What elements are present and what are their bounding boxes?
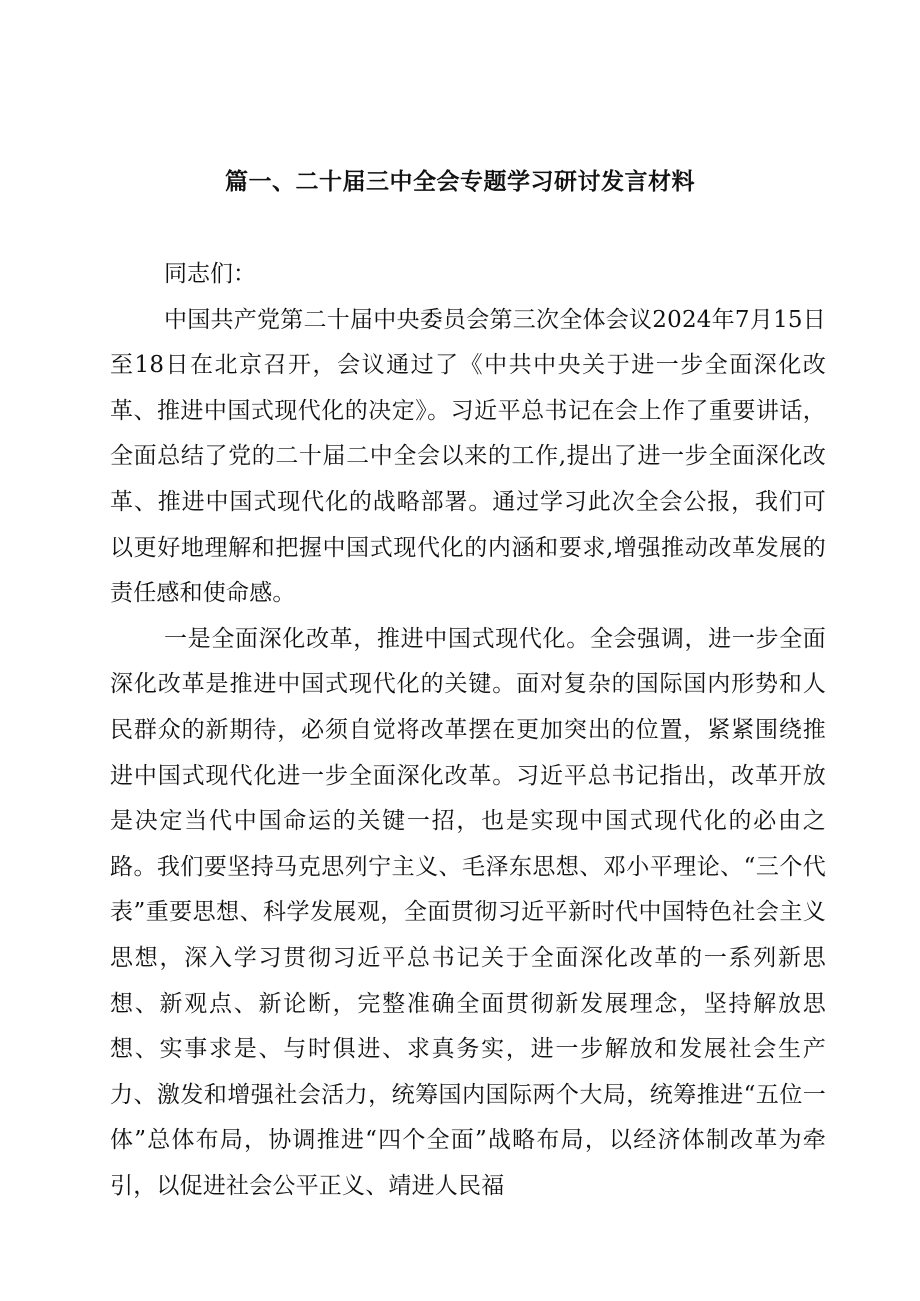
paragraph-point-one: 一是全面深化改革，推进中国式现代化。全会强调，进一步全面深化改革是推进中国式现代化的关键。面对复杂的国际国内形势和人民群众的新期待，必须自觉将改革摆在更加突出的位置，紧紧围绕推进中国式现代化进一步全面深化改革。习近平总书记指出，改革开放是决定当代中国命运的关键一招，也是实现中国式现代化的必由之路。我们要坚持马克思列宁主义、毛泽东思想、邓小平理论、“三个代表”重要思想、科学发展观，全面贯彻习近平新时代中国特色社会主义思想，深入学习贯彻习近平总书记关于全面深化改革的一系列新思想、新观点、新论断，完整准确全面贯彻新发展理念，坚持解放思想、实事求是、与时俱进、求真务实，进一步解放和发展社会生产力、激发和增强社会活力，统筹国内国际两个大局，统筹推进“五位一体”总体布局，协调推进“四个全面”战略布局，以经济体制改革为牵引，以促进社会公平正义、靖进人民福 (110, 625, 826, 1199)
document-title: 篇一、二十届三中全会专题学习研讨发言材料 (225, 169, 695, 195)
salutation: 同志们： (164, 261, 256, 287)
paragraph-intro: 中国共产党第二十届中央委员会第三次全体会议2024年7月15日至18日在北京召开，会议通过了《中共中央关于进一步全面深化改革、推进中国式现代化的决定》。习近平总书记在会上作了重要讲话，全面总结了党的二十届二中全会以来的工作,提出了进一步全面深化改革、推进中国式现代化的战略部署。通过学习此次全会公报，我们可以更好地理解和把握中国式现代化的内涵和要求,增强推动改革发展的责任感和使命感。 (110, 306, 826, 607)
document-body (110, 252, 826, 1209)
